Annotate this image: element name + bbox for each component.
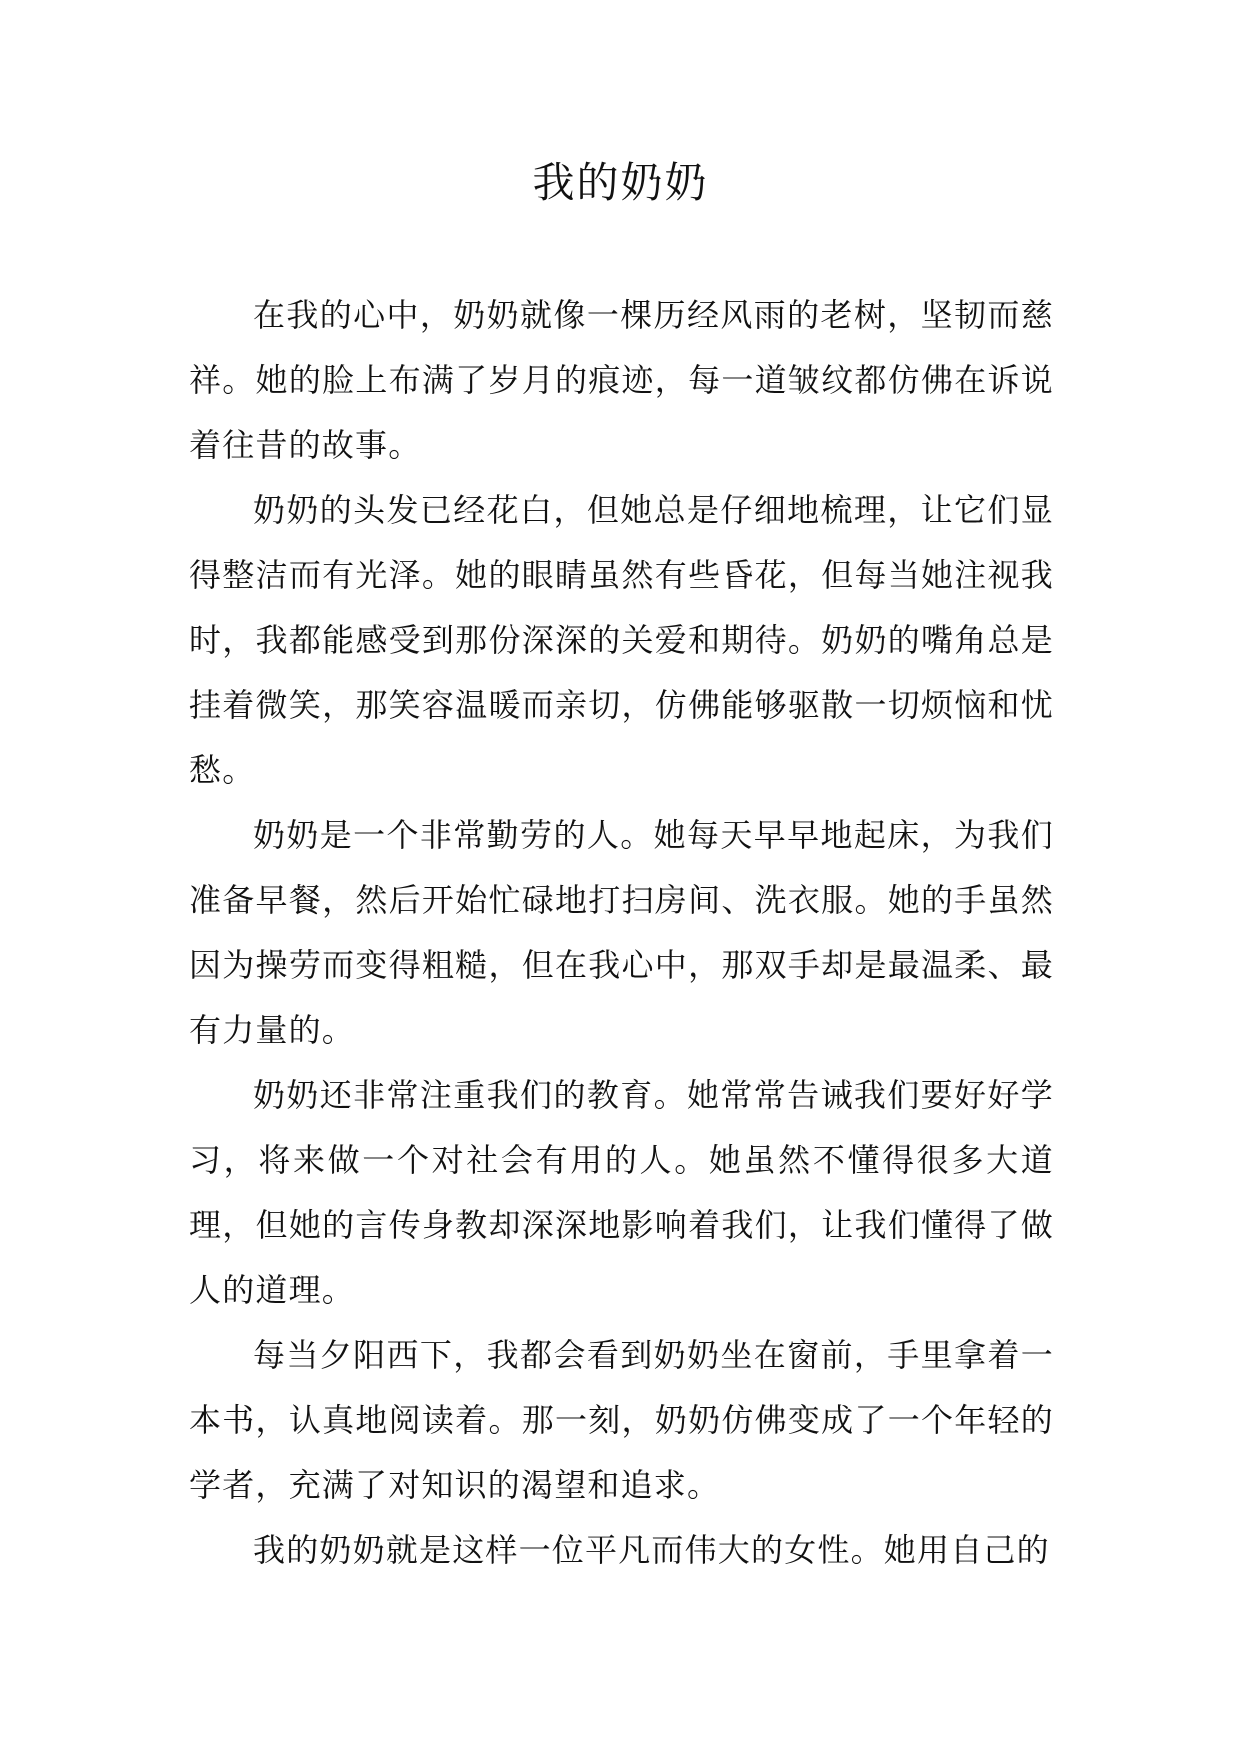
- paragraph: 我的奶奶就是这样一位平凡而伟大的女性。她用自己的: [253, 1531, 1050, 1569]
- paragraph: 每当夕阳西下，我都会看到奶奶坐在窗前，手里拿着一本书，认真地阅读着。那一刻，奶奶仿佛变成了一个年轻的学者，充满了对知识的渴望和追求。: [189, 1336, 1054, 1504]
- document-body: [189, 283, 1054, 1583]
- paragraph: 奶奶还非常注重我们的教育。她常常告诫我们要好好学习，将来做一个对社会有用的人。她虽然不懂得很多大道理，但她的言传身教却深深地影响着我们，让我们懂得了做人的道理。: [189, 1076, 1054, 1309]
- paragraph: 奶奶的头发已经花白，但她总是仔细地梳理，让它们显得整洁而有光泽。她的眼睛虽然有些昏花，但每当她注视我时，我都能感受到那份深深的关爱和期待。奶奶的嘴角总是挂着微笑，那笑容温暖而亲切，仿佛能够驱散一切烦恼和忧愁。: [189, 491, 1054, 789]
- paragraph: 在我的心中，奶奶就像一棵历经风雨的老树，坚韧而慈祥。她的脸上布满了岁月的痕迹，每一道皱纹都仿佛在诉说着往昔的故事。: [189, 296, 1054, 464]
- paragraph: 奶奶是一个非常勤劳的人。她每天早早地起床，为我们准备早餐，然后开始忙碌地打扫房间、洗衣服。她的手虽然因为操劳而变得粗糙，但在我心中，那双手却是最温柔、最有力量的。: [189, 816, 1054, 1049]
- page-title: 我的奶奶: [532, 158, 709, 207]
